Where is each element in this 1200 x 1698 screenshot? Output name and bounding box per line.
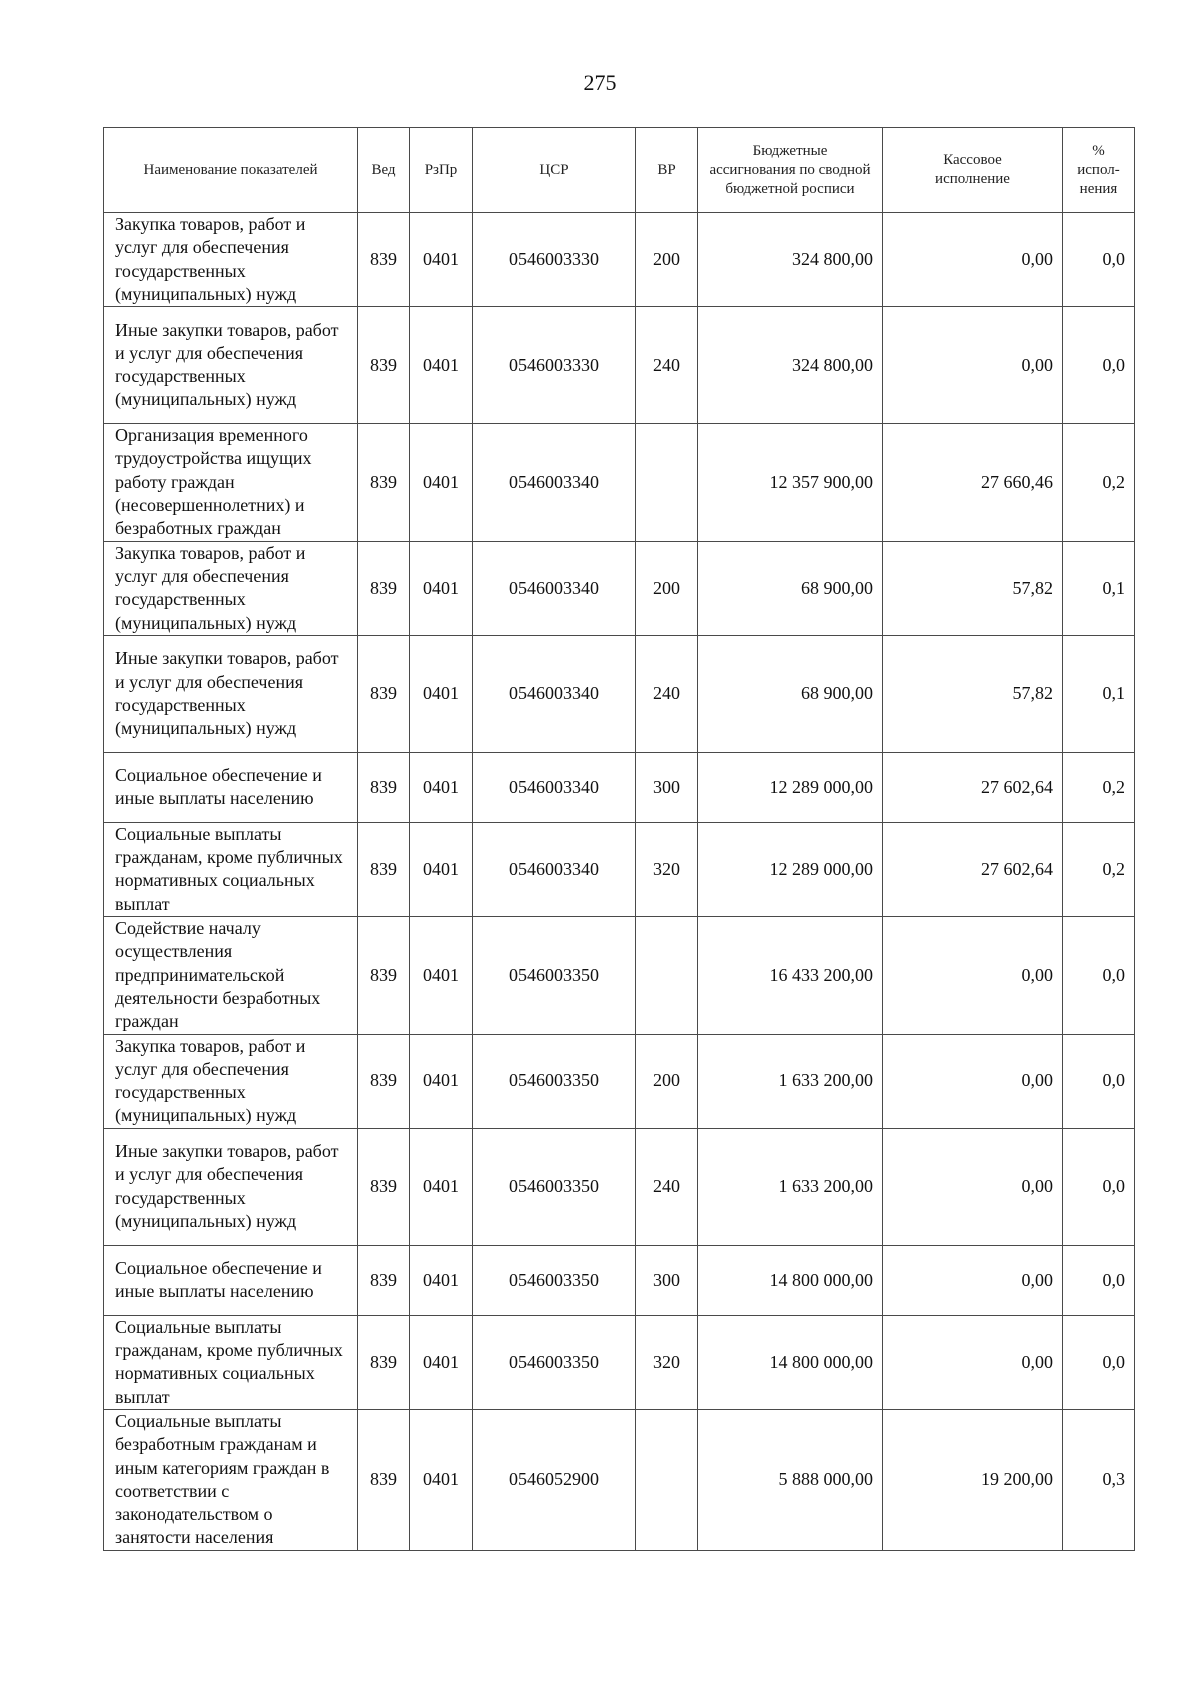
- row-name: Иные закупки товаров, работ и услуг для обеспечения государственных (муниципальных) нужд: [104, 1128, 358, 1245]
- row-budget-allocation: 68 900,00: [698, 635, 883, 752]
- row-budget-allocation: 12 289 000,00: [698, 752, 883, 822]
- table-body: [104, 213, 1135, 1551]
- row-budget-allocation: 12 357 900,00: [698, 424, 883, 541]
- row-csr: 0546003350: [473, 1245, 636, 1315]
- row-execution-percent: 0,2: [1063, 822, 1135, 916]
- table-row: [104, 917, 1135, 1034]
- row-budget-allocation: 1 633 200,00: [698, 1034, 883, 1128]
- row-vr: 240: [636, 1128, 698, 1245]
- row-execution-percent: 0,1: [1063, 635, 1135, 752]
- row-cash-execution: 27 602,64: [883, 752, 1063, 822]
- table-row: [104, 1409, 1135, 1550]
- row-csr: 0546003340: [473, 635, 636, 752]
- row-cash-execution: 27 660,46: [883, 424, 1063, 541]
- row-rzpr: 0401: [410, 752, 473, 822]
- row-rzpr: 0401: [410, 213, 473, 307]
- row-cash-execution: 0,00: [883, 917, 1063, 1034]
- header-name: Наименование показателей: [104, 128, 358, 213]
- row-rzpr: 0401: [410, 1245, 473, 1315]
- row-ved: 839: [358, 1245, 410, 1315]
- header-pct: % испол-нения: [1063, 128, 1135, 213]
- row-rzpr: 0401: [410, 822, 473, 916]
- row-ved: 839: [358, 822, 410, 916]
- row-budget-allocation: 1 633 200,00: [698, 1128, 883, 1245]
- header-row: [104, 128, 1135, 213]
- table-row: [104, 1245, 1135, 1315]
- row-rzpr: 0401: [410, 635, 473, 752]
- header-vr: ВР: [636, 128, 698, 213]
- table-row: [104, 307, 1135, 424]
- row-vr: 200: [636, 541, 698, 635]
- page-number: 275: [583, 70, 617, 95]
- row-rzpr: 0401: [410, 1128, 473, 1245]
- row-csr: 0546003340: [473, 424, 636, 541]
- row-rzpr: 0401: [410, 1409, 473, 1550]
- table-row: [104, 1315, 1135, 1409]
- row-execution-percent: 0,0: [1063, 213, 1135, 307]
- row-rzpr: 0401: [410, 424, 473, 541]
- row-budget-allocation: 68 900,00: [698, 541, 883, 635]
- row-cash-execution: 0,00: [883, 1245, 1063, 1315]
- row-cash-execution: 0,00: [883, 1315, 1063, 1409]
- row-rzpr: 0401: [410, 1034, 473, 1128]
- row-csr: 0546003350: [473, 1315, 636, 1409]
- row-vr: [636, 917, 698, 1034]
- row-cash-execution: 57,82: [883, 541, 1063, 635]
- row-csr: 0546003350: [473, 1128, 636, 1245]
- row-vr: 320: [636, 822, 698, 916]
- row-name: Иные закупки товаров, работ и услуг для обеспечения государственных (муниципальных) нужд: [104, 635, 358, 752]
- budget-execution-table: [103, 127, 1135, 1551]
- row-name: Закупка товаров, работ и услуг для обеспечения государственных (муниципальных) нужд: [104, 541, 358, 635]
- row-name: Содействие началу осуществления предпринимательской деятельности безработных граждан: [104, 917, 358, 1034]
- row-execution-percent: 0,0: [1063, 1245, 1135, 1315]
- row-rzpr: 0401: [410, 1315, 473, 1409]
- row-vr: 240: [636, 635, 698, 752]
- row-name: Социальные выплаты гражданам, кроме публичных нормативных социальных выплат: [104, 822, 358, 916]
- row-cash-execution: 0,00: [883, 1034, 1063, 1128]
- row-name: Иные закупки товаров, работ и услуг для обеспечения государственных (муниципальных) нужд: [104, 307, 358, 424]
- row-execution-percent: 0,2: [1063, 424, 1135, 541]
- header-budget: Бюджетные ассигнования по сводной бюджетной росписи: [698, 128, 883, 213]
- row-execution-percent: 0,0: [1063, 1128, 1135, 1245]
- row-budget-allocation: 12 289 000,00: [698, 822, 883, 916]
- row-cash-execution: 27 602,64: [883, 822, 1063, 916]
- row-vr: 300: [636, 1245, 698, 1315]
- row-budget-allocation: 324 800,00: [698, 213, 883, 307]
- row-cash-execution: 0,00: [883, 213, 1063, 307]
- row-name: Социальные выплаты безработным гражданам и иным категориям граждан в соответствии с законодательством о занятости населения: [104, 1409, 358, 1550]
- row-name: Закупка товаров, работ и услуг для обеспечения государственных (муниципальных) нужд: [104, 1034, 358, 1128]
- row-budget-allocation: 16 433 200,00: [698, 917, 883, 1034]
- row-ved: 839: [358, 1315, 410, 1409]
- header-ved: Вед: [358, 128, 410, 213]
- row-ved: 839: [358, 635, 410, 752]
- row-ved: 839: [358, 213, 410, 307]
- row-vr: 320: [636, 1315, 698, 1409]
- row-ved: 839: [358, 1034, 410, 1128]
- row-csr: 0546003350: [473, 917, 636, 1034]
- row-vr: [636, 424, 698, 541]
- table-row: [104, 1034, 1135, 1128]
- row-name: Социальные выплаты гражданам, кроме публичных нормативных социальных выплат: [104, 1315, 358, 1409]
- row-ved: 839: [358, 307, 410, 424]
- table-row: [104, 1128, 1135, 1245]
- table-header: [104, 128, 1135, 213]
- table-row: [104, 213, 1135, 307]
- row-csr: 0546003340: [473, 541, 636, 635]
- row-ved: 839: [358, 752, 410, 822]
- row-cash-execution: 57,82: [883, 635, 1063, 752]
- row-execution-percent: 0,0: [1063, 307, 1135, 424]
- table-row: [104, 541, 1135, 635]
- row-name: Организация временного трудоустройства ищущих работу граждан (несовершеннолетних) и безработных граждан: [104, 424, 358, 541]
- row-budget-allocation: 5 888 000,00: [698, 1409, 883, 1550]
- row-rzpr: 0401: [410, 917, 473, 1034]
- row-budget-allocation: 324 800,00: [698, 307, 883, 424]
- row-cash-execution: 0,00: [883, 307, 1063, 424]
- table-row: [104, 822, 1135, 916]
- row-execution-percent: 0,0: [1063, 917, 1135, 1034]
- row-rzpr: 0401: [410, 541, 473, 635]
- row-vr: 200: [636, 1034, 698, 1128]
- row-ved: 839: [358, 541, 410, 635]
- row-csr: 0546003330: [473, 213, 636, 307]
- row-vr: 300: [636, 752, 698, 822]
- row-execution-percent: 0,3: [1063, 1409, 1135, 1550]
- row-ved: 839: [358, 1409, 410, 1550]
- row-execution-percent: 0,1: [1063, 541, 1135, 635]
- row-csr: 0546003340: [473, 822, 636, 916]
- row-vr: 240: [636, 307, 698, 424]
- row-csr: 0546003330: [473, 307, 636, 424]
- row-execution-percent: 0,0: [1063, 1034, 1135, 1128]
- table-row: [104, 752, 1135, 822]
- row-budget-allocation: 14 800 000,00: [698, 1315, 883, 1409]
- header-csr: ЦСР: [473, 128, 636, 213]
- header-rzpr: РзПр: [410, 128, 473, 213]
- row-budget-allocation: 14 800 000,00: [698, 1245, 883, 1315]
- row-csr: 0546003350: [473, 1034, 636, 1128]
- row-csr: 0546052900: [473, 1409, 636, 1550]
- row-ved: 839: [358, 917, 410, 1034]
- row-csr: 0546003340: [473, 752, 636, 822]
- row-name: Социальное обеспечение и иные выплаты населению: [104, 752, 358, 822]
- row-ved: 839: [358, 1128, 410, 1245]
- table-row: [104, 635, 1135, 752]
- row-ved: 839: [358, 424, 410, 541]
- row-vr: 200: [636, 213, 698, 307]
- row-rzpr: 0401: [410, 307, 473, 424]
- row-name: Социальное обеспечение и иные выплаты населению: [104, 1245, 358, 1315]
- row-execution-percent: 0,0: [1063, 1315, 1135, 1409]
- header-cash: Кассовое исполнение: [883, 128, 1063, 213]
- table-row: [104, 424, 1135, 541]
- row-name: Закупка товаров, работ и услуг для обеспечения государственных (муниципальных) нужд: [104, 213, 358, 307]
- row-cash-execution: 0,00: [883, 1128, 1063, 1245]
- row-cash-execution: 19 200,00: [883, 1409, 1063, 1550]
- row-execution-percent: 0,2: [1063, 752, 1135, 822]
- row-vr: [636, 1409, 698, 1550]
